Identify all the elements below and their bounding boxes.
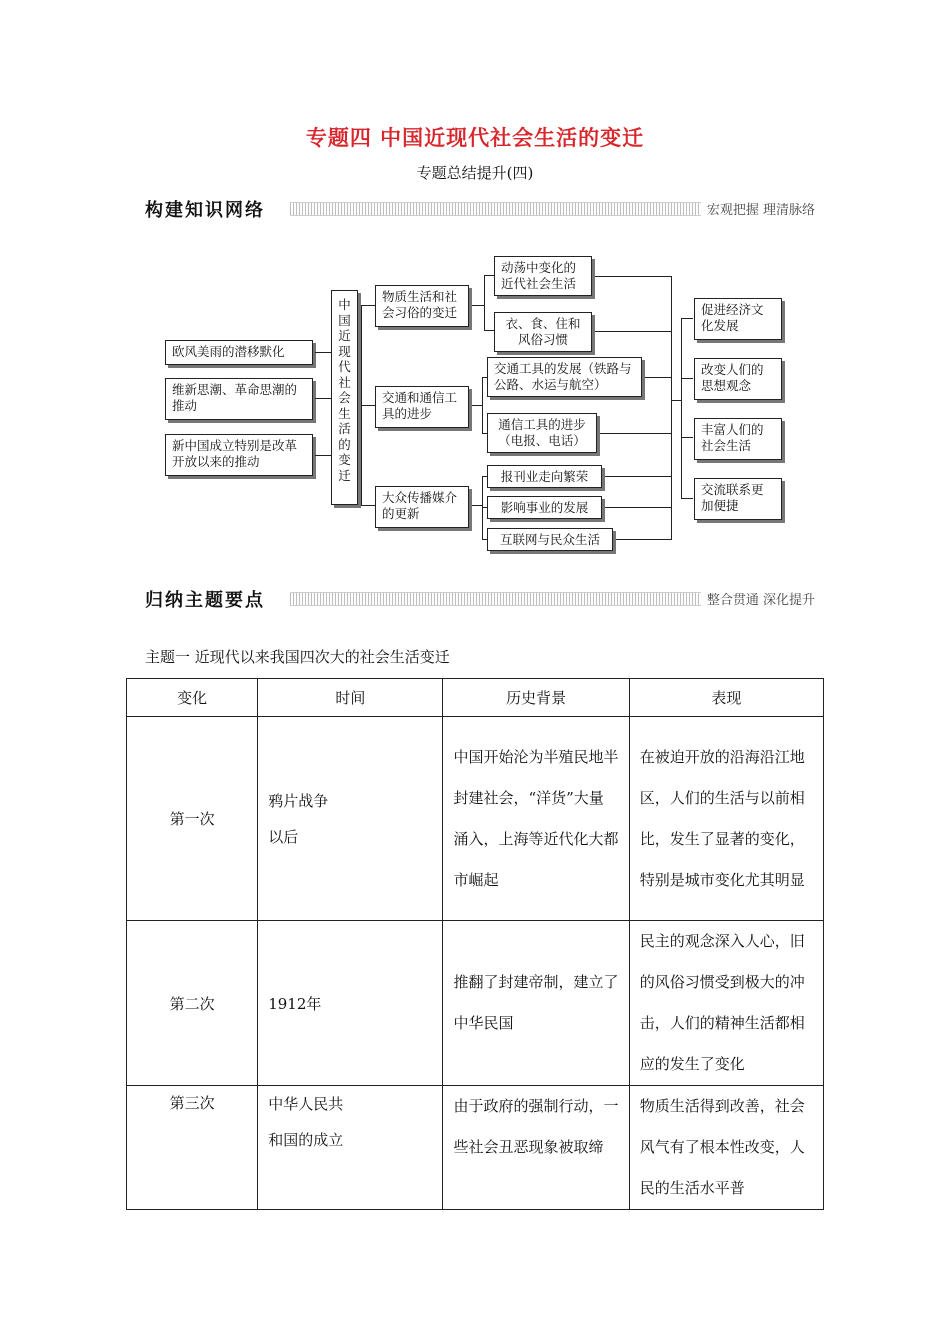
table-header: 历史背景 xyxy=(443,679,629,717)
connector xyxy=(361,305,375,306)
table-header-row xyxy=(127,679,824,717)
mid-box: 物质生活和社会习俗的变迁 xyxy=(375,285,469,327)
connector xyxy=(315,352,331,353)
connector xyxy=(472,405,482,406)
right-box: 交流联系更加便捷 xyxy=(694,478,782,520)
table-row xyxy=(127,1086,824,1210)
mid-box: 大众传播媒介的更新 xyxy=(375,486,469,528)
table-row xyxy=(127,717,824,921)
connector xyxy=(681,318,693,319)
connector xyxy=(595,331,671,332)
center-box xyxy=(331,290,358,505)
connector xyxy=(671,276,672,540)
connector xyxy=(681,437,693,438)
table-header: 表现 xyxy=(629,679,823,717)
cell-background: 中国开始沦为半殖民地半封建社会，“洋货”大量涌入，上海等近代化大都市崛起 xyxy=(443,717,629,921)
cell-show: 物质生活得到改善，社会风气有了根本性改变，人民的生活水平普 xyxy=(629,1086,823,1210)
section-label: 归纳主题要点 xyxy=(145,586,269,612)
table-row xyxy=(127,921,824,1086)
section-bar-themes xyxy=(145,588,815,611)
connector xyxy=(645,377,671,378)
connector xyxy=(605,476,671,477)
right-box: 丰富人们的社会生活 xyxy=(694,418,782,460)
table-header: 时间 xyxy=(258,679,443,717)
right-box: 改变人们的思想观念 xyxy=(694,358,782,400)
sub-box: 互联网与民众生活 xyxy=(487,528,613,551)
connector xyxy=(595,276,671,277)
table-header: 变化 xyxy=(127,679,258,717)
left-box: 维新思潮、革命思潮的推动 xyxy=(165,378,313,420)
cell-time xyxy=(258,717,443,921)
left-box: 欧风美雨的潜移默化 xyxy=(165,340,313,365)
page-title: 专题四 中国近现代社会生活的变迁 xyxy=(305,126,645,150)
cell-change: 第三次 xyxy=(127,1086,258,1210)
connector xyxy=(315,398,331,399)
connector xyxy=(484,275,485,330)
cell-change: 第一次 xyxy=(127,717,258,921)
sub-box: 动荡中变化的近代社会生活 xyxy=(494,256,592,296)
cell-time xyxy=(258,1086,443,1210)
cell-show: 民主的观念深入人心，旧的风俗习惯受到极大的冲击，人们的精神生活都相应的发生了变化 xyxy=(629,921,823,1086)
connector xyxy=(671,400,681,401)
cell-time: 1912年 xyxy=(258,921,443,1086)
section-right-note: 宏观把握 理清脉络 xyxy=(701,199,815,218)
cell-show: 在被迫开放的沿海沿江地区，人们的生活与以前相比，发生了显著的变化，特别是城市变化尤其明显 xyxy=(629,717,823,921)
connector xyxy=(600,433,671,434)
section-bar-network xyxy=(145,198,815,221)
connector xyxy=(605,507,671,508)
connector xyxy=(681,318,682,498)
right-box: 促进经济文化发展 xyxy=(694,298,782,340)
page-subtitle: 专题总结提升(四) xyxy=(416,164,534,182)
sub-box: 报刊业走向繁荣 xyxy=(487,465,602,488)
connector xyxy=(484,275,494,276)
cell-background: 推翻了封建帝制，建立了中华民国 xyxy=(443,921,629,1086)
connector xyxy=(482,377,483,433)
mid-box: 交通和通信工具的进步 xyxy=(375,386,469,428)
section-label: 构建知识网络 xyxy=(145,196,269,222)
connector xyxy=(472,505,482,506)
cell-time-text: 中华人民共和国的成立 xyxy=(268,1095,344,1149)
cell-time-text: 鸦片战争以后 xyxy=(268,791,329,846)
center-box-text: 中国近现代社会生活的变迁 xyxy=(338,297,351,483)
section-right-note: 整合贯通 深化提升 xyxy=(701,589,815,608)
cell-background: 由于政府的强制行动，一些社会丑恶现象被取缔 xyxy=(443,1086,629,1210)
connector xyxy=(361,405,375,406)
sub-box: 交通工具的发展（铁路与公路、水运与航空） xyxy=(487,357,642,397)
sub-box: 影响事业的发展 xyxy=(487,496,602,519)
connector xyxy=(616,539,671,540)
theme-heading: 主题一 近现代以来我国四次大的社会生活变迁 xyxy=(145,648,450,666)
connector xyxy=(681,378,693,379)
connector xyxy=(472,305,484,306)
cell-change: 第二次 xyxy=(127,921,258,1086)
changes-table xyxy=(126,678,824,1210)
connector xyxy=(681,498,693,499)
connector xyxy=(315,455,331,456)
left-box: 新中国成立特别是改革开放以来的推动 xyxy=(165,434,313,476)
sub-box: 通信工具的进步（电报、电话） xyxy=(487,413,597,453)
connector xyxy=(484,330,494,331)
connector xyxy=(361,505,375,506)
sub-box: 衣、食、住和风俗习惯 xyxy=(494,312,592,352)
